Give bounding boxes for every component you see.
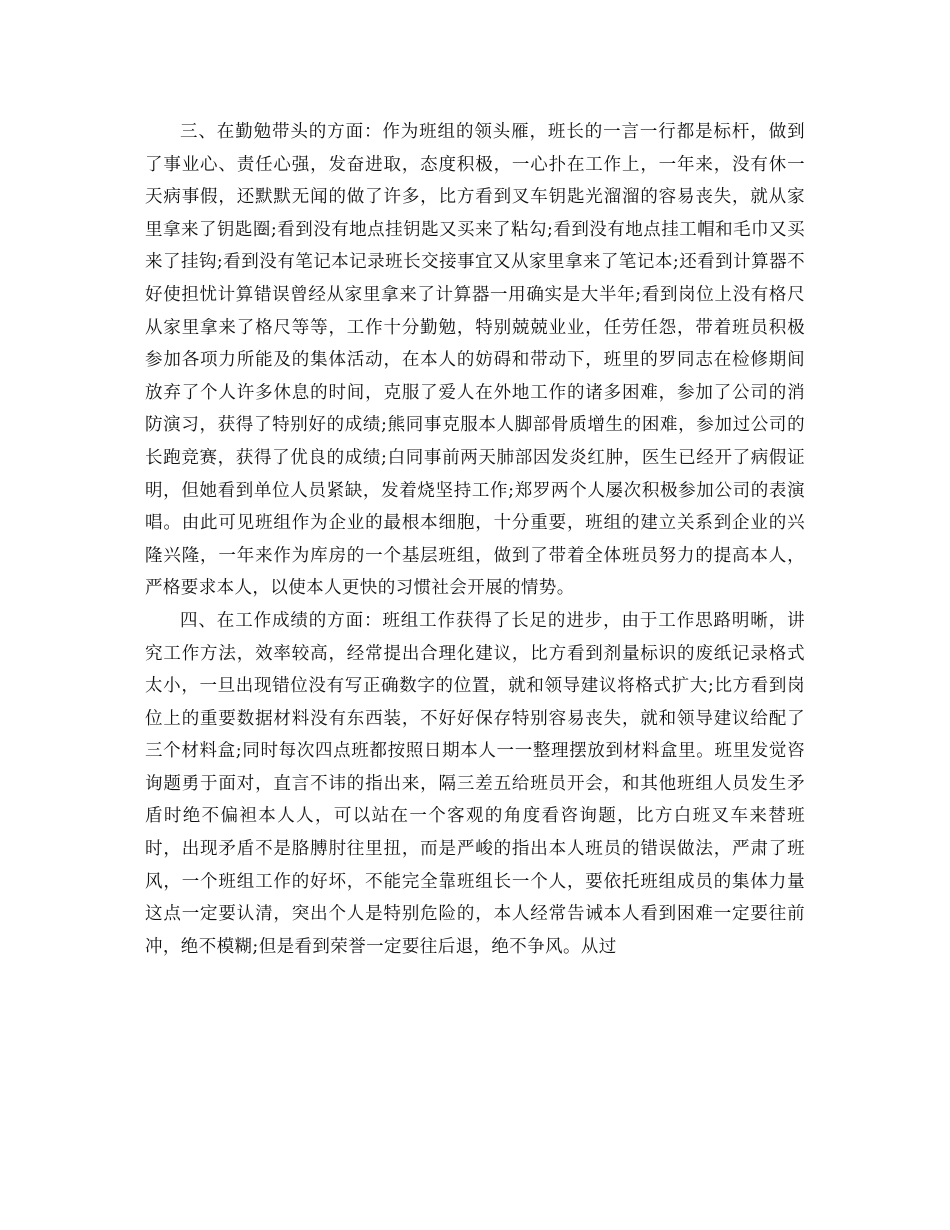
paragraph-work-achievements: 四、在工作成绩的方面：班组工作获得了长足的进步，由于工作思路明晰，讲究工作方法，效率较高，经常提出合理化建议，比方看到剂量标识的废纸记录格式太小，一旦出现错位没有写正确数字的位置，就和领导建议将格式扩大;比方看到岗位上的重要数据材料没有东西装，不好好保存特别容易丧失，就和领导建议给配了三个材料盒;同时每次四点班都按照日期本人一一整理摆放到材料盒里。班里发觉咨询题勇于面对，直言不讳的指出来，隔三差五给班员开会，和其他班组人员发生矛盾时绝不偏袒本人人，可以站在一个客观的角度看咨询题，比方白班叉车来替班时，出现矛盾不是胳膊肘往里扭，而是严峻的指出本人班员的错误做法，严肃了班风，一个班组工作的好坏，不能完全靠班组长一个人，要依托班组成员的集体力量这点一定要认清，突出个人是特别危险的，本人经常告诫本人看到困难一定要往前冲，绝不模糊;但是看到荣誉一定要往后退，绝不争风。从过 <box>145 610 805 957</box>
paragraph-diligence: 三、在勤勉带头的方面：作为班组的领头雁，班长的一言一行都是标杆，做到了事业心、责任心强，发奋进取，态度积极，一心扑在工作上，一年来，没有休一天病事假，还默默无闻的做了许多，比方看到叉车钥匙光溜溜的容易丧失，就从家里拿来了钥匙圈;看到没有地点挂钥匙又买来了粘勾;看到没有地点挂工帽和毛巾又买来了挂钩;看到没有笔记本记录班长交接事宜又从家里拿来了笔记本;还看到计算器不好使担忧计算错误曾经从家里拿来了计算器一用确实是大半年;看到岗位上没有格尺从家里拿来了格尺等等，工作十分勤勉，特别兢兢业业，任劳任怨，带着班员积极参加各项力所能及的集体活动，在本人的妨碍和带动下，班里的罗同志在检修期间放弃了个人许多休息的时间，克服了爱人在外地工作的诸多困难，参加了公司的消防演习，获得了特别好的成绩;熊同事克服本人脚部骨质增生的困难，参加过公司的长跑竞赛，获得了优良的成绩;白同事前两天肺部因发炎红肿，医生已经开了病假证明，但她看到单位人员紧缺，发着烧坚持工作;郑罗两个人屡次积极参加公司的表演唱。由此可见班组作为企业的最根本细胞，十分重要，班组的建立关系到企业的兴隆兴隆，一年来作为库房的一个基层班组，做到了带着全体班员努力的提高本人，严格要求本人，以使本人更快的习惯社会开展的情势。 <box>145 122 805 599</box>
document-body <box>145 116 805 963</box>
